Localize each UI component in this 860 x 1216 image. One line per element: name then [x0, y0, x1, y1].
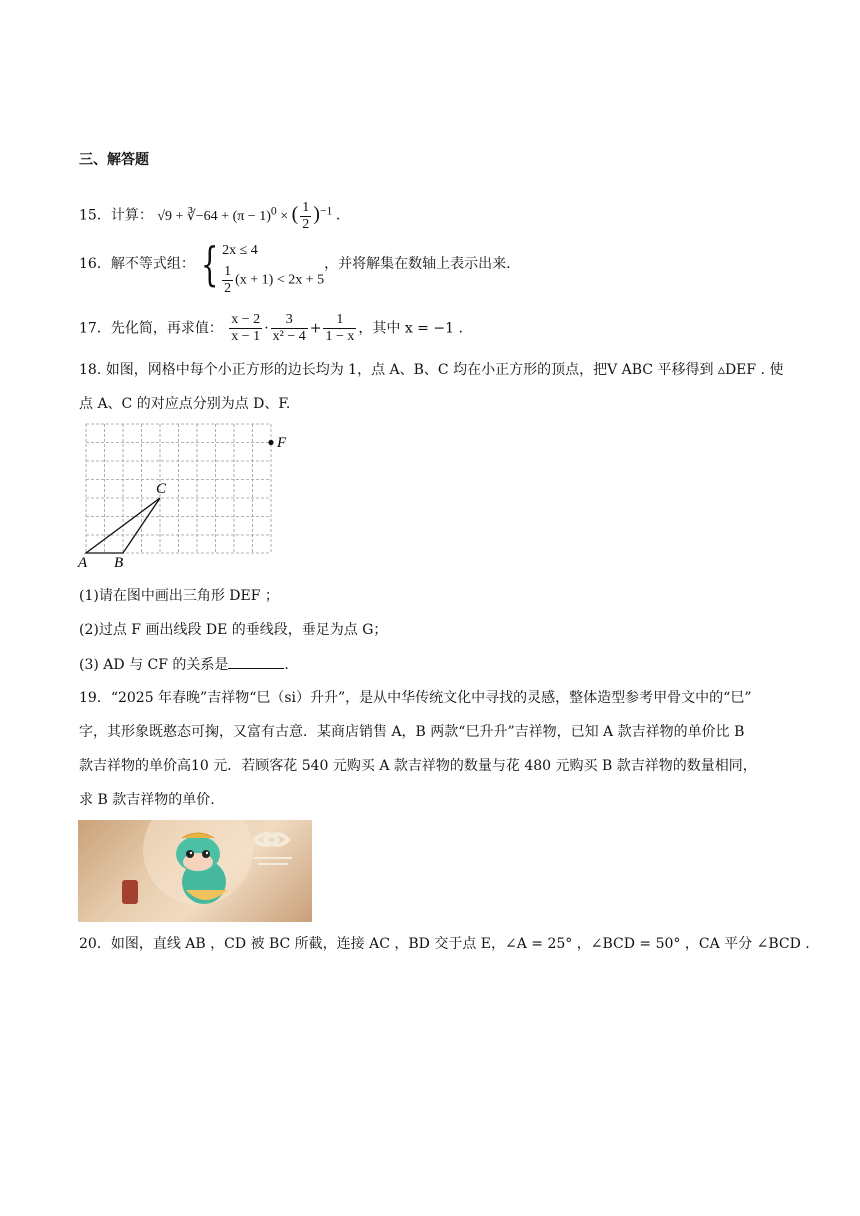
q15-expr-part: √9 + ∛−64 + (π − 1) — [157, 208, 271, 224]
q17-frac3 — [323, 312, 356, 345]
q17-f1-num: x − 2 — [231, 312, 261, 327]
q16-tail: ，并将解集在数轴上表示出来. — [324, 256, 511, 272]
q16-brace: { — [200, 237, 219, 291]
q17-plus: + — [309, 320, 322, 337]
q17-dot: · — [264, 320, 269, 337]
q15-half-den: 2 — [302, 216, 310, 232]
label-f: F — [277, 435, 287, 451]
q15-half — [300, 200, 311, 233]
q15-exp-neg1: −1 — [319, 204, 333, 217]
q19-line2: 字，其形象既憨态可掬，又富有古意．某商店销售 A，B 两款“巳升升”吉祥物，已知 A 款吉祥物的单价比 B — [79, 724, 745, 740]
q18-sub3-text: (3) AD 与 CF 的关系是 — [79, 657, 229, 673]
q17-frac1 — [229, 312, 262, 345]
q18-answer-blank — [228, 654, 284, 669]
q18-sub3-end: . — [284, 657, 289, 673]
q17-frac2 — [271, 312, 308, 345]
q19-line3: 款吉祥物的单价高10 元．若顾客花 540 元购买 A 款吉祥物的数量与花 480 元购买 B 款吉祥物的数量相同， — [79, 758, 757, 774]
q18-sub2: (2)过点 F 画出线段 DE 的垂线段，垂足为点 G； — [79, 622, 388, 638]
q17-f2-num: 3 — [271, 312, 308, 329]
q15-exp-zero: 0 — [270, 204, 277, 217]
red-seal-icon — [122, 880, 138, 904]
q19-line4: 求 B 款吉祥物的单价. — [79, 792, 215, 808]
grid-figure — [74, 420, 304, 570]
q18-sub3 — [79, 654, 289, 675]
q15-times: × — [276, 208, 292, 224]
q18-line2: 点 A、C 的对应点分别为点 D、F. — [79, 396, 291, 412]
section-title: 三、解答题 — [79, 152, 149, 168]
mascot-illustration — [78, 820, 312, 922]
q15-prompt: 计算： — [110, 207, 153, 224]
q16-system — [222, 240, 325, 296]
q17-prompt: 先化简，再求值： — [110, 320, 223, 337]
q16-prompt: 解不等式组： — [110, 256, 195, 272]
q16-ineq2 — [222, 264, 325, 296]
q16-ineq2-rest: (x + 1) < 2x + 5 — [235, 272, 325, 288]
question-16 — [79, 237, 511, 296]
q18-line1: 18. 如图，网格中每个小正方形的边长均为 1，点 A、B、C 均在小正方形的顶点，把V ABC 平移得到 ▵DEF . 使 — [79, 362, 784, 378]
label-b: B — [114, 555, 124, 570]
mascot-image — [78, 820, 312, 922]
q17-number: 17． — [79, 320, 111, 337]
q17-f3-den: 1 − x — [325, 329, 355, 344]
q17-f1-den: x − 1 — [231, 329, 261, 344]
q17-tail: ，其中 x = −1 . — [358, 320, 463, 337]
q17-f2-den: x² − 4 — [272, 329, 306, 344]
question-15 — [79, 196, 340, 233]
q15-number: 15． — [79, 207, 111, 224]
q17-f3-num: 1 — [323, 312, 356, 329]
grid-lines — [86, 424, 271, 553]
label-c: C — [156, 481, 167, 497]
q15-end: . — [335, 207, 341, 224]
q15-half-num: 1 — [302, 199, 310, 215]
label-a: A — [78, 555, 88, 570]
q16-number: 16． — [79, 256, 111, 272]
q20-line1: 20．如图，直线 AB ，CD 被 BC 所截，连接 AC ，BD 交于点 E，∠A = 25° ，∠BCD = 50° ，CA 平分 ∠BCD . — [79, 936, 810, 952]
q18-sub1: (1)请在图中画出三角形 DEF ； — [79, 588, 279, 604]
point-f — [268, 440, 273, 445]
q19-line1: 19．“2025 年春晚”吉祥物“巳（si）升升”，是从中华传统文化中寻找的灵感，整体造型参考甲骨文中的“巳” — [79, 690, 752, 706]
question-17 — [79, 312, 463, 345]
q16-ineq1: 2x ≤ 4 — [222, 243, 258, 258]
q16-frac-den: 2 — [224, 281, 232, 296]
q16-frac-num: 1 — [224, 264, 232, 279]
q15-expression: √9 + ∛−64 + $(\pi - 1)^0$ × ( $\frac{1}{2}$ )$^{-1}$ — [157, 199, 333, 232]
